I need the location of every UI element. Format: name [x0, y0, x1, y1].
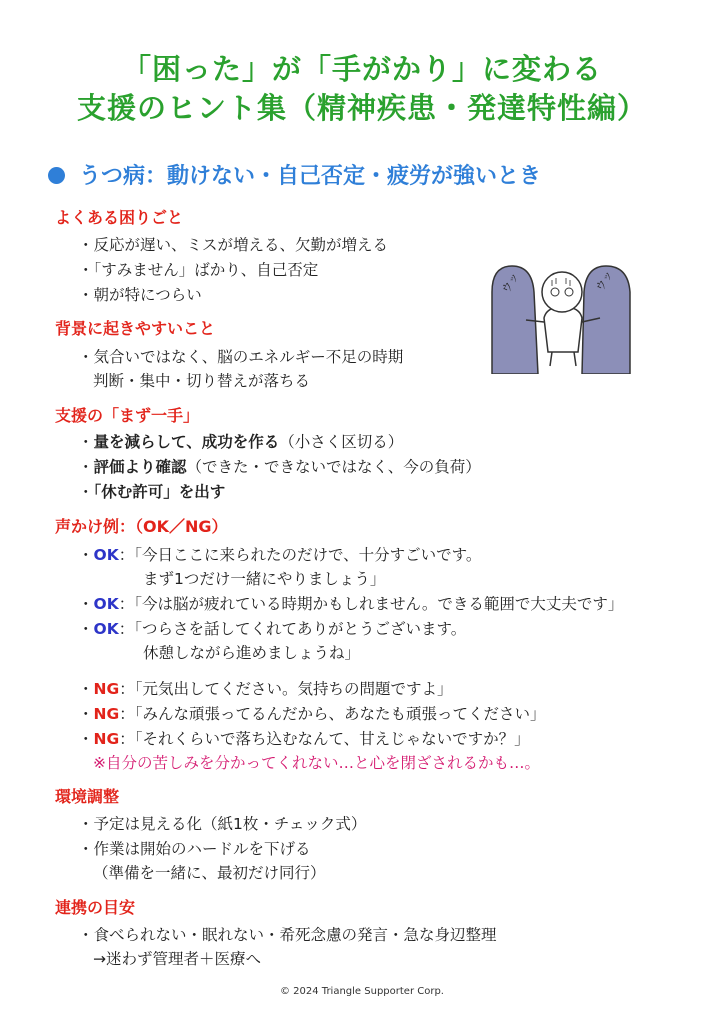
background-line: 判断・集中・切り替えが落ちる: [93, 372, 311, 390]
background-heading: 背景に起きやすいこと: [55, 319, 216, 338]
ok-phrase: ・OK：「つらさを話してくれてありがとうございます。: [78, 620, 467, 638]
ok-phrase-cont: 休憩しながら進めましょうね」: [143, 644, 361, 662]
coordination-item-cont: →迷わず管理者＋医療へ: [93, 950, 261, 968]
support-item: ・評価より確認（できた・できないではなく、今の負荷）: [78, 458, 481, 476]
ok-phrase: ・OK：「今日ここに来られたのだけで、十分すごいです。: [78, 546, 482, 564]
support-item: ・量を減らして、成功を作る（小さく区切る）: [78, 433, 404, 451]
ok-phrase-text: ：「今は脳が疲れている時期かもしれません。できる範囲で大丈夫です」: [118, 595, 624, 613]
support-item-bold: 「休む許可」を出す: [93, 483, 226, 501]
background-line: ・気合いではなく、脳のエネルギー不足の時期: [78, 348, 404, 366]
ng-phrase-text: ：「みんな頑張ってるんだから、あなたも頑張ってください」: [119, 705, 546, 723]
ng-tag: NG: [93, 730, 120, 748]
environment-item: ・予定は見える化（紙1枚・チェック式）: [78, 815, 367, 833]
illustration-right-text: ウッ: [593, 268, 616, 294]
coordination-heading: 連携の目安: [55, 898, 136, 917]
environment-item-cont: （準備を一緒に、最初だけ同行）: [93, 864, 326, 882]
illustration-left-text: ウッ: [499, 270, 522, 296]
footer-copyright: © 2024 Triangle Supporter Corp.: [280, 986, 444, 997]
section-heading: [48, 162, 541, 192]
trouble-item: ・朝が特につらい: [78, 286, 202, 304]
ok-tag: OK: [93, 546, 119, 564]
page-title-line2: 支援のヒント集（精神疾患・発達特性編）: [76, 91, 647, 125]
coordination-item: ・食べられない・眠れない・希死念慮の発言・急な身辺整理: [78, 926, 497, 944]
phrases-heading: 声かけ例：（OK／NG）: [55, 517, 228, 536]
support-item-rest: （小さく区切る）: [279, 433, 404, 451]
trouble-heading: よくある困りごと: [55, 208, 184, 227]
ok-phrase-text: ：「今日ここに来られたのだけで、十分すごいです。: [118, 546, 482, 564]
trouble-item: ・反応が遅い、ミスが増える、欠勤が増える: [78, 236, 389, 254]
ok-phrase: ・OK：「今は脳が疲れている時期かもしれません。できる範囲で大丈夫です」: [78, 595, 624, 613]
environment-item: ・作業は開始のハードルを下げる: [78, 840, 311, 858]
support-heading: 支援の「まず一手」: [55, 406, 200, 425]
trouble-item: ・「すみません」ばかり、自己否定: [78, 261, 319, 279]
support-item-bold: 評価より確認: [93, 458, 187, 476]
ng-phrase: ・NG：「元気出してください。気持ちの問題ですよ」: [78, 680, 453, 698]
ng-tag: NG: [93, 705, 120, 723]
ng-phrase: ・NG：「みんな頑張ってるんだから、あなたも頑張ってください」: [78, 705, 546, 723]
depressed-person-illustration: [484, 262, 636, 374]
page-title-line1: 「困った」が「手がかり」に変わる: [121, 52, 602, 86]
ng-phrase: ・NG：「それくらいで落ち込むなんて、甘えじゃないですか？」: [78, 730, 530, 748]
ng-phrase-text: ：「それくらいで落ち込むなんて、甘えじゃないですか？」: [119, 730, 530, 748]
ok-tag: OK: [93, 595, 119, 613]
ng-tag: NG: [93, 680, 120, 698]
support-item-rest: （できた・できないではなく、今の負荷）: [186, 458, 481, 476]
ok-phrase-text: ：「つらさを話してくれてありがとうございます。: [118, 620, 467, 638]
support-item-bold: 量を減らして、成功を作る: [93, 433, 280, 451]
section-label: うつ病：動けない・自己否定・疲労が強いとき: [79, 164, 542, 189]
ok-tag: OK: [93, 620, 119, 638]
ng-phrase-text: ：「元気出してください。気持ちの問題ですよ」: [119, 680, 453, 698]
ng-note: ※自分の苦しみを分かってくれない…と心を閉ざされるかも…。: [93, 754, 540, 772]
environment-heading: 環境調整: [55, 787, 120, 806]
support-item: ・「休む許可」を出す: [78, 483, 226, 501]
ok-phrase-cont: まず1つだけ一緒にやりましょう」: [143, 570, 386, 588]
bullet-dot-icon: [48, 167, 65, 184]
